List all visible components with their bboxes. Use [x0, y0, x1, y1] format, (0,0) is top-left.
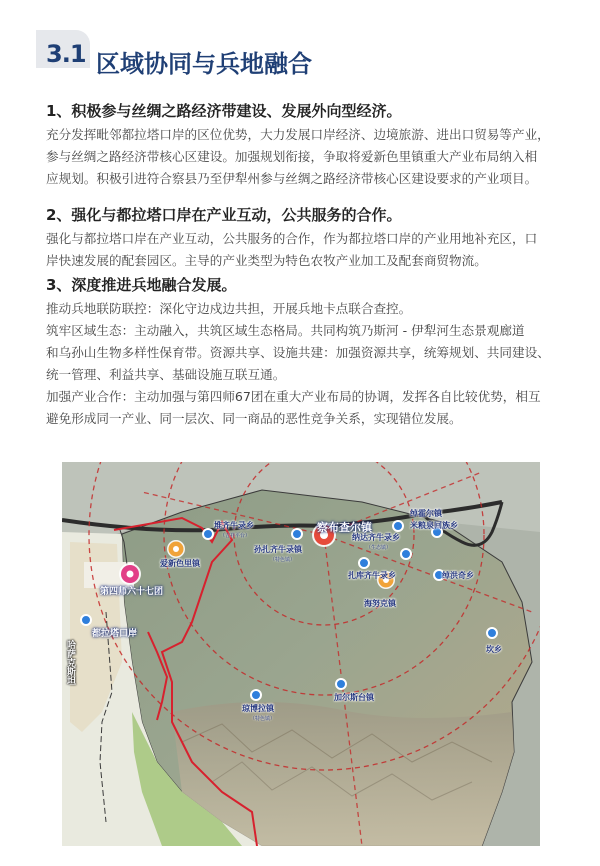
section-number: 3.1 [46, 40, 86, 68]
label-center: 察布查尔镇 [317, 521, 372, 534]
paragraph-1-line: 应规划。积极引进符合察县乃至伊犁州参与丝绸之路经济带核心区建设要求的产业项目。 [46, 171, 538, 186]
paragraph-3-line: 筑牢区域生态：主动融入，共筑区域生态格局。共同构筑乃斯河 - 伊犁河生态景观廊道 [46, 323, 525, 338]
label-zhaku: 扎库齐牛录乡 [348, 571, 396, 580]
paragraph-2 [46, 228, 562, 272]
pink-node [119, 563, 141, 585]
label-duileqi-sub: （吉祥平台） [220, 533, 251, 539]
orange-node [167, 540, 185, 558]
label-qiongbo-sub: （特色镇） [250, 716, 276, 722]
label-border: 哈萨克斯坦 [65, 640, 75, 685]
label-najia-sub: （生态镇） [366, 545, 392, 551]
heading-3: 3、深度推进兵地融合发展。 [46, 276, 237, 294]
paragraph-3-line: 统一管理、利益共享、基础设施互联互通。 [46, 367, 286, 382]
label-sunzha-sub: （特色镇） [270, 557, 296, 563]
paragraph-3-line: 推动兵地联防联控：深化守边戍边共担，开展兵地卡点联合查控。 [46, 301, 412, 316]
label-mimian: 米粮泉回族乡 [410, 521, 458, 530]
label-dulata: 都拉塔口岸 [92, 629, 138, 639]
label-qiongbo: 琼博拉镇 [242, 704, 274, 713]
paragraph-3 [46, 298, 562, 430]
paragraph-3-line: 和乌孙山生物多样性保育带。资源共享、设施共建：加强资源共享，统筹规划、共同建设、 [46, 345, 550, 360]
map-graphic [62, 462, 540, 846]
paragraph-1 [46, 124, 562, 190]
label-chuohuo: 绰霍尔镇 [410, 509, 442, 518]
label-kan: 坎乡 [486, 645, 502, 654]
paragraph-3-line: 加强产业合作：主动加强与第四师67团在重大产业布局的协调，发挥各自比较优势，相互 [46, 389, 541, 404]
label-luoxiong: 绰洪奇乡 [442, 571, 474, 580]
section-title: 区域协同与兵地融合 [96, 50, 312, 78]
paragraph-2-line: 岸快速发展的配套园区。主导的产业类型为特色农牧产业加工及配套商贸物流。 [46, 253, 487, 268]
heading-1: 1、积极参与丝绸之路经济带建设、发展外向型经济。 [46, 102, 402, 120]
paragraph-2-line: 强化与都拉塔口岸在产业互动，公共服务的合作，作为都拉塔口岸的产业用地补充区，口 [46, 231, 538, 246]
paragraph-1-line: 参与丝绸之路经济带核心区建设。加强规划衔接，争取将爱新色里镇重大产业布局纳入相 [46, 149, 538, 164]
label-tuan67: 第四师六十七团 [100, 587, 164, 597]
regional-map [62, 462, 540, 846]
label-jiaer: 加尔斯台镇 [334, 693, 374, 702]
label-aixin: 爱新色里镇 [160, 559, 200, 568]
label-duileqi: 堆齐牛录乡 [214, 521, 254, 530]
heading-2: 2、强化与都拉塔口岸在产业互动，公共服务的合作。 [46, 206, 402, 224]
paragraph-3-line: 避免形成同一产业、同一层次、同一商品的恶性竞争关系，实现错位发展。 [46, 411, 462, 426]
label-sunzha: 孙扎齐牛录镇 [254, 545, 302, 554]
paragraph-1-line: 充分发挥毗邻都拉塔口岸的区位优势，大力发展口岸经济、边境旅游、进出口贸易等产业， [46, 127, 550, 142]
label-najia: 纳达齐牛录乡 [352, 533, 400, 542]
label-hainuke: 海努克镇 [364, 599, 396, 608]
